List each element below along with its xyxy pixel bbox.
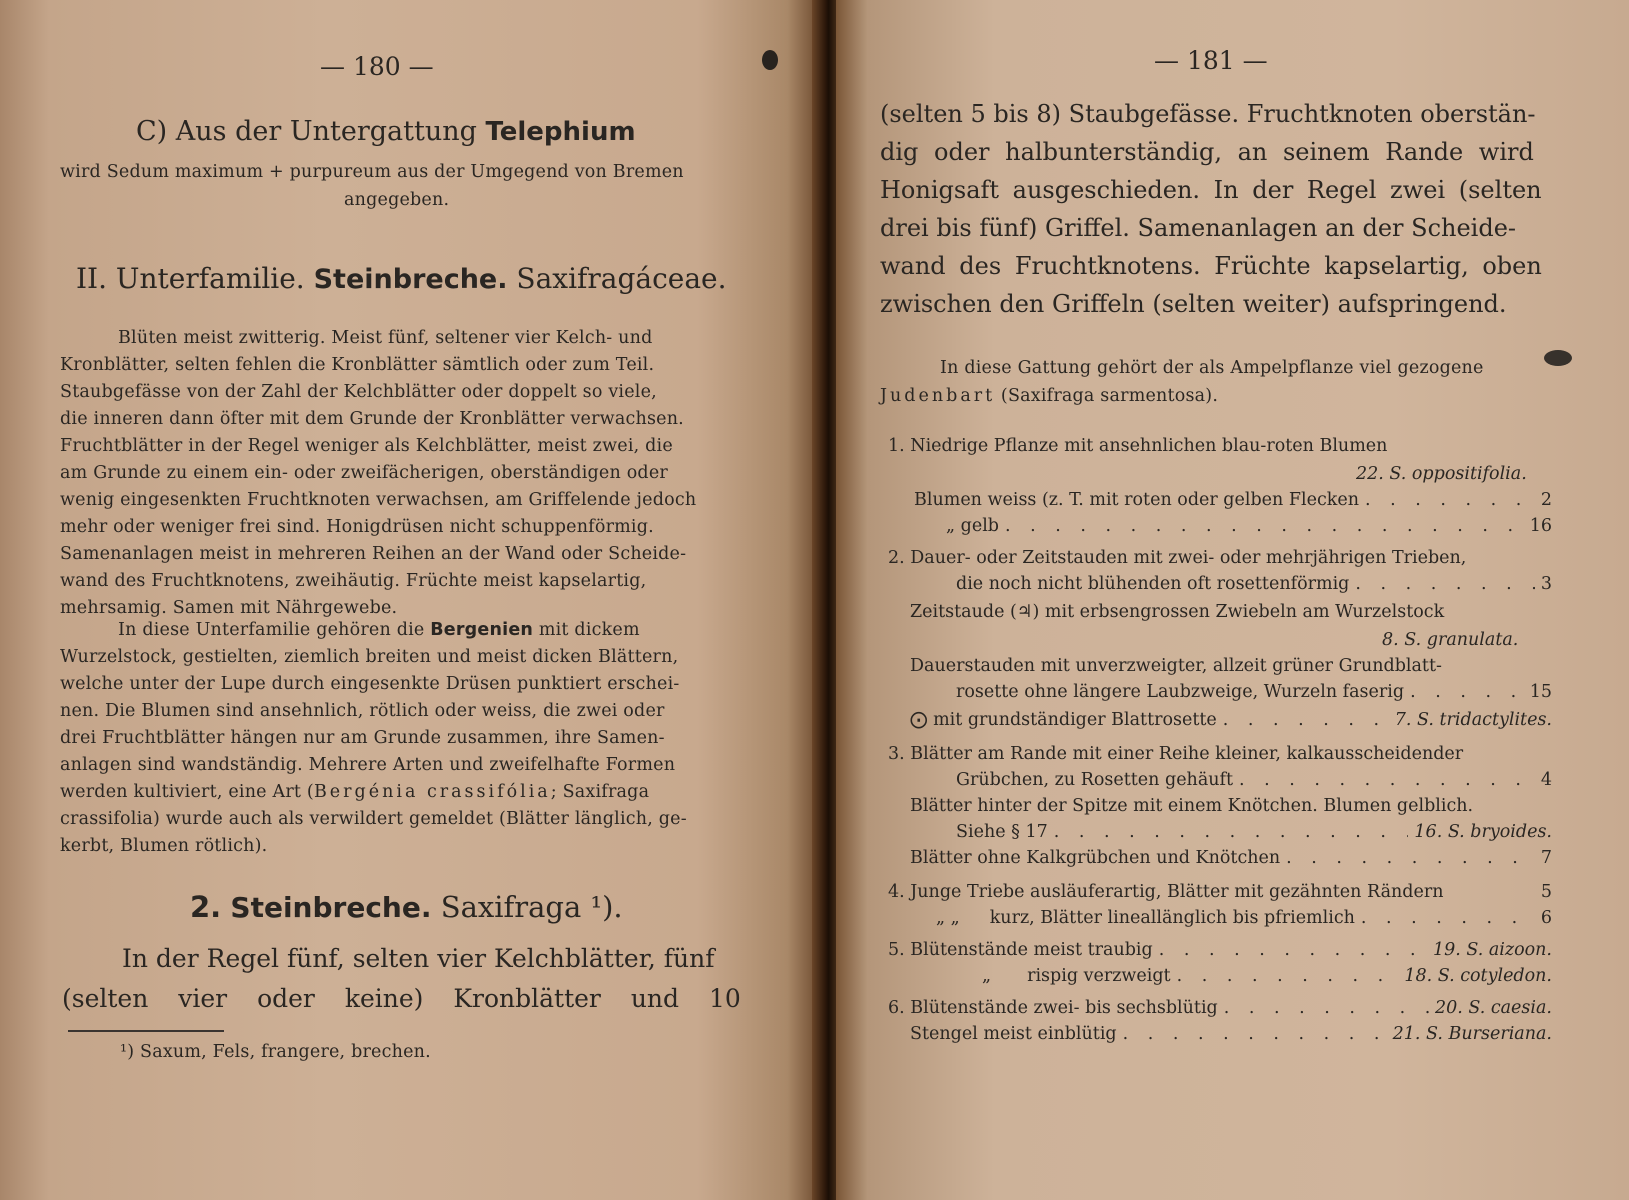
para1-line: Fruchtblätter in der Regel weniger als Kelchblätter, meist zwei, die: [60, 436, 673, 456]
key-text: die noch nicht blühenden oft rosettenförmig: [956, 574, 1350, 594]
para1-line: mehr oder weniger frei sind. Honigdrüsen nicht schuppenförmig.: [60, 517, 654, 537]
continued-line: wand des Fruchtknotens. Früchte kapselartig, oben: [880, 252, 1542, 280]
subfamily-heading: [76, 262, 727, 295]
para2-line: drei Fruchtblätter hängen nur am Grunde zusammen, ihre Samen-: [60, 728, 665, 748]
para2-bold: Bergenien: [430, 620, 534, 640]
section-c-heading: [136, 116, 636, 147]
key-number: 15: [1529, 682, 1552, 702]
key-text: 6. Blütenstände zwei- bis sechsblütig: [888, 998, 1218, 1018]
key-number: 6: [1540, 908, 1552, 928]
para1-line: wand des Fruchtknotens, zweihäutig. Früchte meist kapselartig,: [60, 571, 647, 591]
key-row: [888, 940, 1552, 960]
continued-line: zwischen den Griffeln (selten weiter) aufspringend.: [880, 290, 1507, 318]
key-ditto: „: [982, 966, 992, 986]
note-line-1: In diese Gattung gehört der als Ampelpflanze viel gezogene: [940, 358, 1484, 378]
para2-line: nen. Die Blumen sind ansehnlich, rötlich oder weiss, die zwei oder: [60, 701, 665, 721]
para1-line: die inneren dann öfter mit dem Grunde der Kronblätter verwachsen.: [60, 409, 684, 429]
para1-line: Blüten meist zwitterig. Meist fünf, seltener vier Kelch- und: [118, 328, 653, 348]
key-row: [982, 966, 1552, 986]
key-text: „ gelb: [946, 516, 999, 536]
key-leader: [1177, 966, 1399, 986]
key-row: [914, 490, 1552, 510]
key-leader: [1365, 490, 1535, 510]
section-c-prefix: C) Aus der Untergattung: [136, 116, 477, 147]
para2-first-line: [118, 620, 640, 640]
para2-line: Wurzelstock, gestielten, ziemlich breiten und meist dicken Blättern,: [60, 647, 679, 667]
key-text: rosette ohne längere Laubzweige, Wurzeln faserig: [956, 682, 1405, 702]
genus-suffix: Saxifraga ¹).: [440, 890, 623, 924]
key-text: kurz, Blätter lineallänglich bis pfriemlich: [989, 908, 1355, 928]
key-result: 16. S. bryoides.: [1414, 822, 1552, 842]
key-leader: [1223, 710, 1389, 730]
para1-line: am Grunde zu einem ein- oder zweifächerigen, oberständigen oder: [60, 463, 668, 483]
key-result: 18. S. cotyledon.: [1404, 966, 1552, 986]
key-result: 7. S. tridactylites.: [1394, 710, 1552, 730]
note-rest: (Saxifraga sarmentosa).: [1000, 386, 1219, 406]
section-c-line2: angegeben.: [344, 190, 450, 210]
key-row: [888, 882, 1552, 902]
key-row: [888, 998, 1552, 1018]
key-row: [910, 1024, 1552, 1044]
key-result: 19. S. aizoon.: [1432, 940, 1552, 960]
paper-stain: [762, 50, 778, 70]
key-text: Blumen weiss (z. T. mit roten oder gelben Flecken: [914, 490, 1359, 510]
key-row: 2. Dauer- oder Zeitstauden mit zwei- oder mehrjährigen Trieben,: [888, 548, 1467, 568]
key-number: 2: [1540, 490, 1552, 510]
footnote: ¹) Saxum, Fels, frangere, brechen.: [120, 1042, 431, 1062]
para1-line: Staubgefässe von der Zahl der Kelchblätter oder doppelt so viele,: [60, 382, 657, 402]
key-leader: [1286, 848, 1535, 868]
continued-line: dig oder halbunterständig, an seinem Rande wird: [880, 138, 1534, 166]
note-judenbart: Judenbart: [880, 386, 996, 406]
key-row: Zeitstaude (♃) mit erbsengrossen Zwiebeln am Wurzelstock: [910, 602, 1445, 622]
key-row: Blätter hinter der Spitze mit einem Knötchen. Blumen gelblich.: [910, 796, 1474, 816]
para1-line: Samenanlagen meist in mehreren Reihen an der Wand oder Scheide-: [60, 544, 687, 564]
continued-line: (selten 5 bis 8) Staubgefässe. Fruchtknoten oberstän-: [880, 100, 1536, 128]
key-leader: [1224, 998, 1429, 1018]
key-text: 5. Blütenstände meist traubig: [888, 940, 1153, 960]
key-row: 3. Blätter am Rande mit einer Reihe kleiner, kalkausscheidender: [888, 744, 1464, 764]
genus-text-line: (selten vier oder keine) Kronblätter und 10: [62, 984, 741, 1013]
para2-line: crassifolia) wurde auch als verwildert gemeldet (Blätter länglich, ge-: [60, 809, 687, 829]
genus-heading: [190, 890, 623, 924]
key-row: [910, 710, 1552, 730]
para2-line7-spaced: Bergénia crassifólia: [313, 782, 551, 802]
key-leader: [1239, 770, 1535, 790]
para2-line7-prefix: werden kultiviert, eine Art (: [60, 782, 314, 802]
footnote-rule: [68, 1030, 224, 1032]
page-number-180: — 180 —: [320, 52, 434, 81]
genus-bold: Steinbreche.: [230, 891, 432, 924]
key-leader: [1361, 908, 1535, 928]
para2-line-7: [60, 782, 649, 802]
continued-line: Honigsaft ausgeschieden. In der Regel zwei (selten: [880, 176, 1542, 204]
key-result: 8. S. granulata.: [1382, 630, 1519, 650]
key-text: 4. Junge Triebe ausläuferartig, Blätter mit gezähnten Rändern: [888, 882, 1444, 902]
key-leader: [1355, 574, 1534, 594]
para1-line: mehrsamig. Samen mit Nährgewebe.: [60, 598, 398, 618]
key-leader: [1123, 1024, 1387, 1044]
key-text: Siehe § 17: [956, 822, 1048, 842]
key-text: ⨀ mit grundständiger Blattrosette: [910, 710, 1217, 730]
key-row: [936, 908, 1552, 928]
para2-line7-suffix: ; Saxifraga: [550, 782, 650, 802]
subfamily-prefix: II. Unterfamilie.: [76, 262, 305, 295]
note-line-2: [880, 386, 1218, 406]
key-leader: [1054, 822, 1409, 842]
key-row: 1. Niedrige Pflanze mit ansehnlichen blau-roten Blumen: [888, 436, 1388, 456]
key-result: 22. S. oppositifolia.: [1356, 464, 1527, 484]
key-number: 3: [1540, 574, 1552, 594]
para2-prefix: In diese Unterfamilie gehören die: [118, 620, 425, 640]
para2-line: anlagen sind wandständig. Mehrere Arten und zweifelhafte Formen: [60, 755, 676, 775]
key-leader: [1159, 940, 1427, 960]
key-text: Grübchen, zu Rosetten gehäuft: [956, 770, 1234, 790]
key-row: [956, 574, 1552, 594]
key-row: [946, 516, 1552, 536]
paper-stain: [1544, 350, 1572, 366]
key-row: [956, 682, 1552, 702]
key-leader: [1005, 516, 1524, 536]
key-text: Blätter ohne Kalkgrübchen und Knötchen: [910, 848, 1281, 868]
genus-number: 2.: [190, 890, 222, 924]
key-number: 16: [1529, 516, 1552, 536]
subfamily-bold: Steinbreche.: [313, 264, 508, 295]
right-page: [836, 0, 1629, 1200]
page-number-181: — 181 —: [1154, 46, 1268, 75]
para2-line: kerbt, Blumen rötlich).: [60, 836, 268, 856]
key-result: 20. S. caesia.: [1434, 998, 1552, 1018]
key-row: [956, 822, 1552, 842]
key-number: 5: [1540, 882, 1552, 902]
subfamily-suffix: Saxifragáceae.: [516, 262, 727, 295]
key-number: 7: [1540, 848, 1552, 868]
key-ditto: „ „: [936, 908, 960, 928]
key-number: 4: [1540, 770, 1552, 790]
key-leader: [1410, 682, 1524, 702]
key-row: [956, 770, 1552, 790]
key-result: 21. S. Burseriana.: [1392, 1024, 1552, 1044]
para2-line: welche unter der Lupe durch eingesenkte Drüsen punktiert erschei-: [60, 674, 680, 694]
key-row: Dauerstauden mit unverzweigter, allzeit grüner Grundblatt-: [910, 656, 1442, 676]
key-row: [910, 848, 1552, 868]
section-c-bold: Telephium: [485, 117, 636, 147]
para2-suffix: mit dickem: [538, 620, 640, 640]
para1-line: wenig eingesenkten Fruchtknoten verwachsen, am Griffelende jedoch: [60, 490, 697, 510]
key-text: Stengel meist einblütig: [910, 1024, 1117, 1044]
continued-line: drei bis fünf) Griffel. Samenanlagen an der Scheide-: [880, 214, 1517, 242]
section-c-line1: wird Sedum maximum + purpureum aus der Umgegend von Bremen: [60, 162, 684, 182]
para1-line: Kronblätter, selten fehlen die Kronblätter sämtlich oder zum Teil.: [60, 355, 655, 375]
genus-text-line: In der Regel fünf, selten vier Kelchblätter, fünf: [122, 944, 715, 973]
key-text: rispig verzweigt: [1027, 966, 1171, 986]
